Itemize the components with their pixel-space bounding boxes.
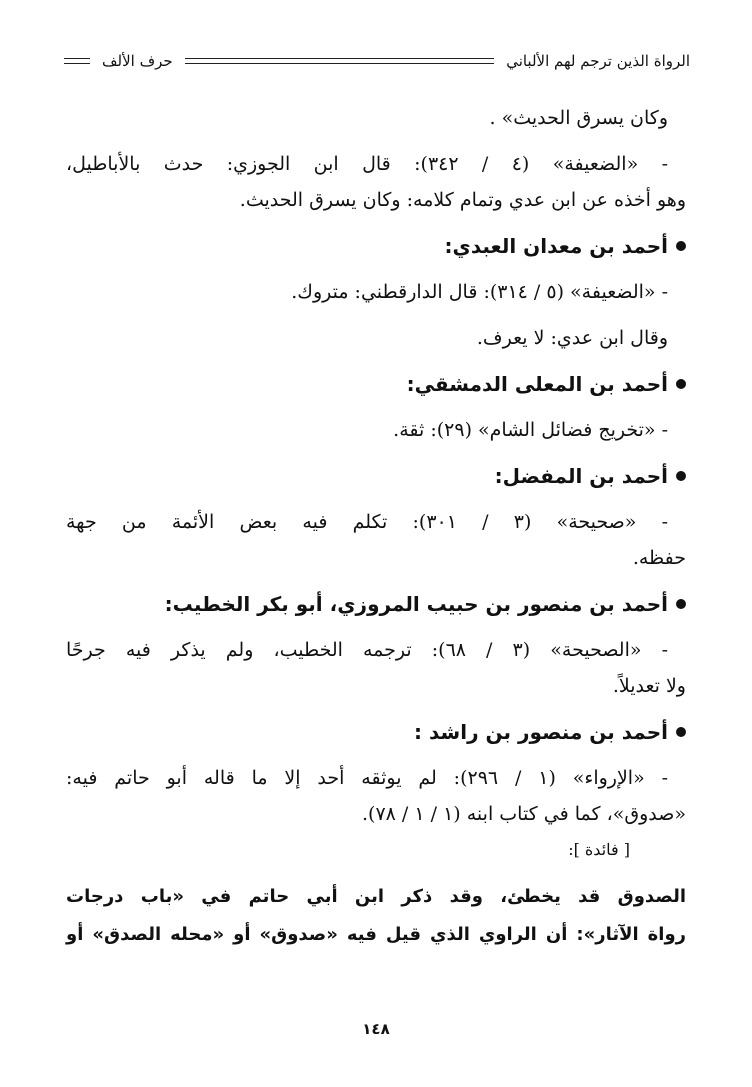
bold-paragraph-line: الصدوق قد يخطئ، وقد ذكر ابن أبي حاتم في «باب درجات <box>66 886 686 907</box>
page-body <box>66 100 686 954</box>
entry-name: أحمد بن معدان العبدي: <box>444 234 668 258</box>
page-number: ١٤٨ <box>362 1020 390 1038</box>
bullet-icon <box>676 599 686 609</box>
entry-heading <box>66 366 686 402</box>
header-rule-end <box>64 58 90 64</box>
bullet-icon <box>676 379 686 389</box>
entry-name: أحمد بن المعلى الدمشقي: <box>406 372 668 396</box>
text-line: - «الصحيحة» (٣ / ٦٨): ترجمه الخطيب، ولم يذكر فيه جرحًا <box>66 639 668 661</box>
running-header <box>60 46 690 76</box>
text-line: حفظه. <box>632 547 686 569</box>
entry-heading <box>66 458 686 494</box>
entry-heading <box>66 714 686 750</box>
text-line: - «صحيحة» (٣ / ٣٠١): تكلم فيه بعض الأئمة من جهة <box>66 511 669 533</box>
text-line: - «الضعيفة» (٥ / ٣١٤): قال الدارقطني: متروك. <box>291 281 668 303</box>
chapter-name: حرف الألف <box>102 52 173 70</box>
text-line: وقال ابن عدي: لا يعرف. <box>476 327 668 349</box>
text-line: - «الإرواء» (١ / ٢٩٦): لم يوثقه أحد إلا ما قاله أبو حاتم فيه: <box>66 767 668 789</box>
text-line: وهو أخذه عن ابن عدي وتمام كلامه: وكان يسرق الحديث. <box>239 189 686 211</box>
entry-name: أحمد بن منصور بن حبيب المروزي، أبو بكر الخطيب: <box>164 592 668 616</box>
book-title: الرواة الذين ترجم لهم الألباني <box>506 52 690 70</box>
text-line: - «الضعيفة» (٤ / ٣٤٢): قال ابن الجوزي: حدث بالأباطيل، <box>66 153 668 175</box>
bold-paragraph-line: رواة الآثار»: أن الراوي الذي قيل فيه «صدوق» أو «محله الصدق» أو <box>66 924 686 945</box>
text-line: «صدوق»، كما في كتاب ابنه (١ / ١ / ٧٨). <box>362 803 686 825</box>
header-rule <box>185 58 495 64</box>
text-line: وكان يسرق الحديث» . <box>489 107 668 129</box>
entry-heading <box>66 586 686 622</box>
text-line: ولا تعديلاً. <box>612 675 686 697</box>
bullet-icon <box>676 241 686 251</box>
entry-name: أحمد بن المفضل: <box>494 464 668 488</box>
bullet-icon <box>676 471 686 481</box>
note-label: [ فائدة ]: <box>568 840 630 859</box>
entry-name: أحمد بن منصور بن راشد : <box>414 720 668 744</box>
text-line: - «تخريج فضائل الشام» (٢٩): ثقة. <box>393 419 668 441</box>
bullet-icon <box>676 727 686 737</box>
entry-heading <box>66 228 686 264</box>
